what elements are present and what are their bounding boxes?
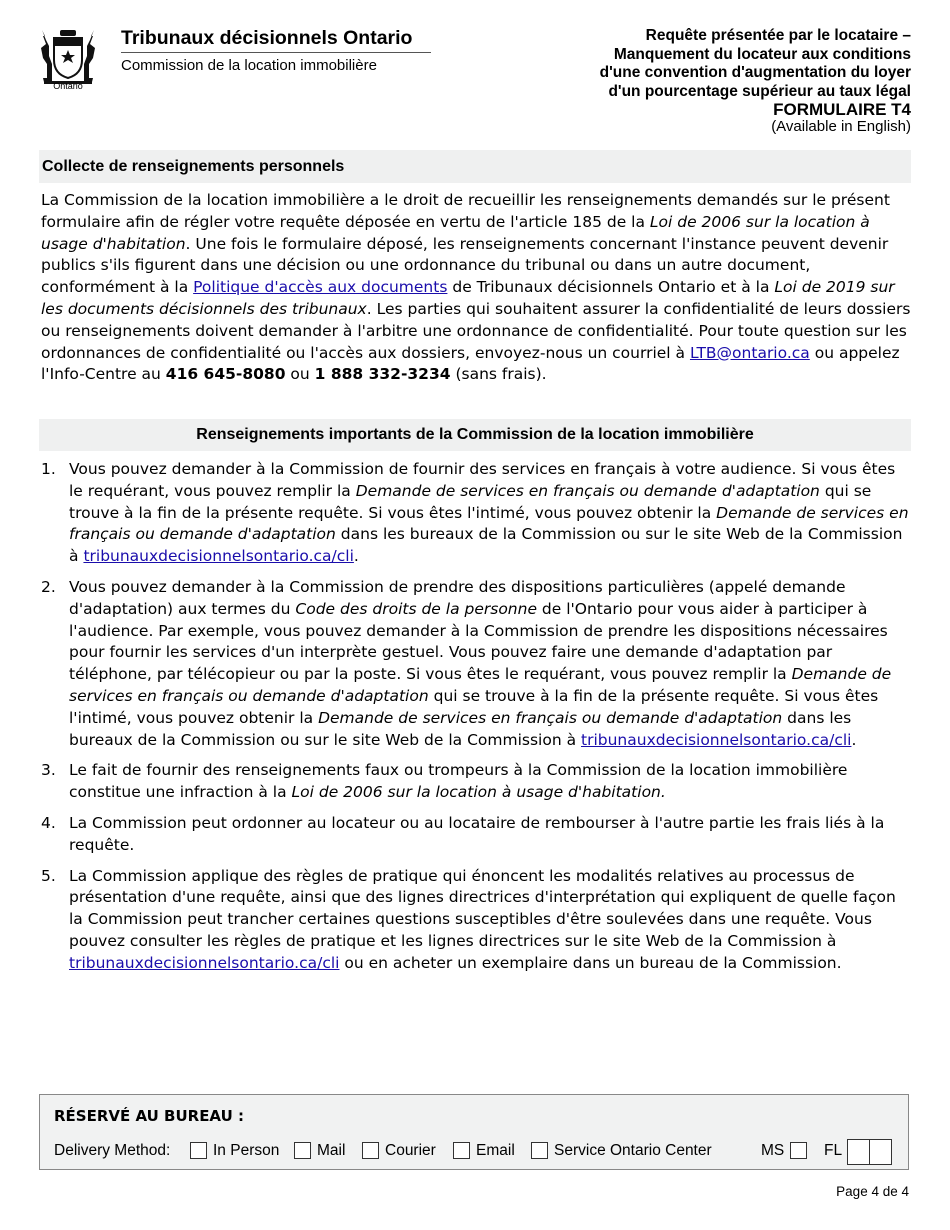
- law-title: Loi de 2006 sur la location à usage d'habitation: [41, 212, 870, 253]
- item-number: 2.: [41, 577, 56, 596]
- fl-input-box[interactable]: [869, 1139, 892, 1165]
- text-run: dans les bureaux de la Commission ou sur le site Web de la Commission à: [69, 525, 903, 566]
- text-run: . Les parties qui souhaitent assurer la confidentialité de leurs dossiers ou renseignements doivent demander à l'arbitre une ordonnance de confidentialité. Pour toute question sur les ordonnances de confidentialité ou l'accès aux dossiers, envoyez-nous un courriel à: [41, 299, 911, 362]
- text-run: ou appelez l'Info-Centre au: [41, 343, 900, 384]
- important-section-title: Renseignements importants de la Commission de la location immobilière: [39, 419, 911, 451]
- delivery-option-label: Mail: [317, 1142, 346, 1159]
- text-run: .: [353, 547, 359, 566]
- delivery-option-label: Service Ontario Center: [554, 1142, 712, 1159]
- text-run: La Commission de la location immobilière a le droit de recueillir les renseignements demandés sur le présent formulaire afin de régler votre requête déposée en vertu de l'article 185 de la: [41, 191, 890, 231]
- privacy-paragraph: [41, 190, 911, 386]
- ms-checkbox[interactable]: [790, 1142, 807, 1159]
- delivery-method-label: Delivery Method:: [54, 1142, 171, 1159]
- form-alt-language: (Available in English): [771, 118, 911, 135]
- item-number: 4.: [41, 813, 56, 832]
- phone-number: 1 888 332-3234: [314, 365, 451, 384]
- delivery-in-person-checkbox[interactable]: [190, 1142, 207, 1159]
- text-run: qui se trouve à la fin de la présente requête. Si vous êtes l'intimé, vous pouvez obtenir la: [69, 481, 872, 522]
- form-code: FORMULAIRE T4: [773, 100, 911, 119]
- delivery-option-label: In Person: [213, 1142, 280, 1159]
- website-link[interactable]: tribunauxdecisionnelsontario.ca/cli: [83, 547, 354, 566]
- text-run: .: [851, 730, 857, 749]
- text-run: de l'Ontario pour vous aider à participer à l'audience. Par exemple, vous pouvez demander à la Commission de prendre les dispositions nécessaires pour fournir les services d'un interprète gestuel. Vous pouvez faire une demande d'adaptation par téléphone, par télécopieur ou par la poste. Si vous êtes le requérant, vous pouvez remplir la: [69, 599, 888, 684]
- fl-input-box[interactable]: [847, 1139, 870, 1165]
- text-run: Vous pouvez demander à la Commission de fournir des services en français à votre audience. Si vous êtes le requérant, vous pouvez remplir la: [69, 460, 896, 500]
- text-run: de Tribunaux décisionnels Ontario et à la: [447, 278, 775, 297]
- delivery-option-label: Email: [476, 1142, 515, 1159]
- email-link[interactable]: LTB@ontario.ca: [689, 343, 810, 362]
- delivery-email-checkbox[interactable]: [453, 1142, 470, 1159]
- item-text: [69, 459, 911, 568]
- list-item: [41, 813, 911, 857]
- page-number: Page 4 de 4: [836, 1184, 909, 1199]
- law-title: Loi de 2006 sur la location à usage d'habitation.: [291, 783, 666, 802]
- item-number: 3.: [41, 761, 56, 780]
- fl-label: FL: [824, 1142, 843, 1159]
- text-run: . Une fois le formulaire déposé, les renseignements concernant l'instance peuvent devenir publics s'ils figurent dans une décision ou une ordonnance du tribunal ou dans un autre document, conformément à la: [41, 234, 889, 297]
- list-item: [41, 760, 911, 804]
- text-run: dans les bureaux de la Commission ou sur le site Web de la Commission à: [69, 708, 852, 749]
- law-title: Loi de 2019 sur les documents décisionnels des tribunaux: [41, 278, 895, 318]
- policy-link[interactable]: Politique d'accès aux documents: [193, 278, 448, 297]
- delivery-mail-checkbox[interactable]: [294, 1142, 311, 1159]
- text-run: La Commission applique des règles de pratique qui énoncent les modalités relatives au processus de présentation d'une requête, ainsi que des lignes directrices d'interprétation qui expliquent de quelle façon la Commission peut trancher certaines questions susceptibles d'être soulevées dans une requête. Vous pouvez consulter les règles de pratique et les lignes directrices sur le site Web de la Commission à: [69, 866, 896, 950]
- website-link[interactable]: tribunauxdecisionnelsontario.ca/cli: [69, 953, 340, 972]
- item-number: 1.: [41, 460, 56, 478]
- list-item: [41, 577, 911, 751]
- item-text: [69, 577, 911, 751]
- item-text: [69, 866, 911, 975]
- text-run: ou: [285, 365, 315, 384]
- item-text: [69, 760, 911, 804]
- important-list: [41, 459, 911, 984]
- text-run: qui se trouve à la fin de la présente requête. Si vous êtes l'intimé, vous pouvez obtenir la: [69, 686, 879, 727]
- form-title-ref: Demande de services en français ou demande d'adaptation: [318, 708, 783, 727]
- form-title-line: Requête présentée par le locataire –: [645, 27, 911, 44]
- form-title-line: d'une convention d'augmentation du loyer: [599, 64, 911, 82]
- phone-number: 416 645-8080: [165, 365, 286, 384]
- delivery-option-label: Courier: [385, 1142, 436, 1159]
- website-link[interactable]: tribunauxdecisionnelsontario.ca/cli: [581, 730, 852, 749]
- text-run: ou en acheter un exemplaire dans un bureau de la Commission.: [339, 953, 842, 972]
- text-run: Le fait de fournir des renseignements faux ou trompeurs à la Commission de la location immobilière constitue une infraction à la: [69, 761, 848, 802]
- text-run: (sans frais).: [450, 365, 547, 384]
- delivery-service-ontario-checkbox[interactable]: [531, 1142, 548, 1159]
- logo-caption: Ontario: [53, 81, 83, 91]
- item-number: 5.: [41, 866, 56, 885]
- item-text: La Commission peut ordonner au locateur ou au locataire de rembourser à l'autre partie les frais liés à la requête.: [69, 813, 885, 854]
- header-divider: [121, 52, 431, 53]
- org-subtitle: Commission de la location immobilière: [121, 57, 377, 74]
- list-item: [41, 459, 911, 568]
- form-title-ref: Demande de services en français ou demande d'adaptation: [69, 665, 892, 705]
- privacy-section-title: Collecte de renseignements personnels: [39, 150, 911, 183]
- office-use-box: [39, 1094, 909, 1170]
- ms-label: MS: [761, 1142, 785, 1159]
- form-title-line: Manquement du locateur aux conditions: [613, 45, 911, 63]
- org-title: Tribunaux décisionnels Ontario: [121, 27, 413, 49]
- list-item: [41, 866, 911, 975]
- form-title-ref: Demande de services en français ou demande d'adaptation: [355, 481, 820, 500]
- text-run: Vous pouvez demander à la Commission de prendre des dispositions particulières (appelé demande d'adaptation) aux termes du: [69, 577, 846, 618]
- form-title-line: d'un pourcentage supérieur au taux légal: [608, 82, 911, 100]
- delivery-courier-checkbox[interactable]: [362, 1142, 379, 1159]
- form-title-ref: Demande de services en français ou demande d'adaptation: [69, 503, 909, 544]
- form-title: [511, 27, 911, 101]
- law-title: Code des droits de la personne: [295, 599, 537, 618]
- office-use-title: RÉSERVÉ AU BUREAU :: [54, 1107, 244, 1125]
